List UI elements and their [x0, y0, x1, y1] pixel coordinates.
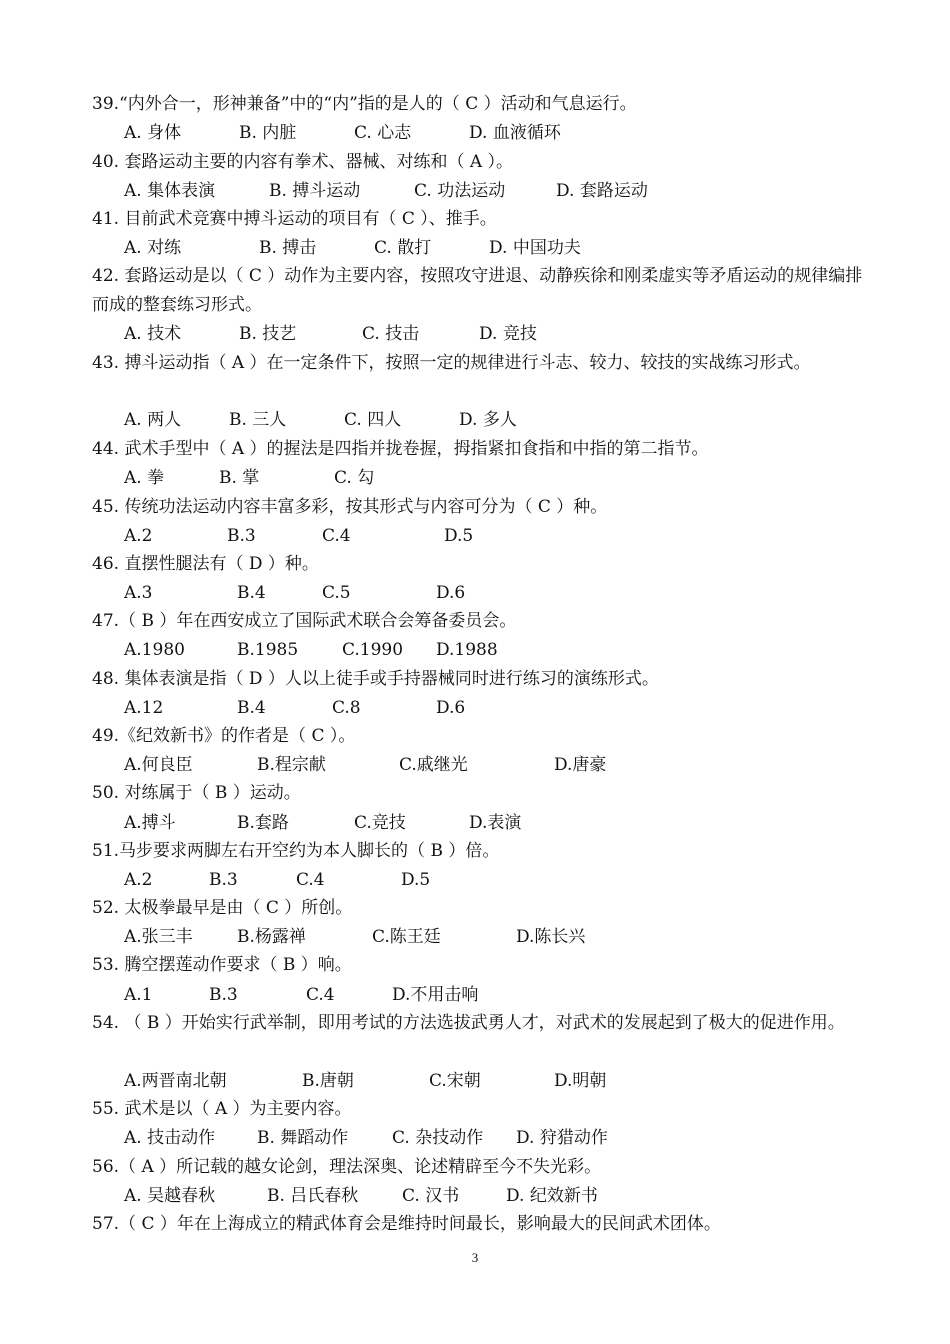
- answer-option: C. 杂技动作: [392, 1128, 484, 1148]
- answer-option: D. 多人: [459, 410, 517, 430]
- answer-option: C. 四人: [344, 410, 402, 430]
- answer-option: B. 技艺: [239, 324, 297, 344]
- answer-option: D.6: [436, 698, 466, 718]
- answer-option: D.不用击响: [392, 985, 479, 1005]
- question-text: 47.（ B ）年在西安成立了国际武术联合会筹备委员会。: [92, 611, 517, 631]
- answer-option: B. 搏击: [259, 238, 317, 258]
- answer-option: B.杨露禅: [237, 927, 306, 947]
- answer-option: D.6: [436, 583, 466, 603]
- question-text: 51.马步要求两脚左右开空约为本人脚长的（ B ）倍。: [92, 841, 500, 861]
- question-text: 55. 武术是以（ A ）为主要内容。: [92, 1099, 352, 1119]
- answer-option: A.3: [124, 583, 153, 603]
- answer-option: C.戚继光: [399, 755, 468, 775]
- question-text: 48. 集体表演是指（ D ）人以上徒手或手持器械同时进行练习的演练形式。: [92, 669, 659, 689]
- answer-option: C.4: [322, 526, 351, 546]
- answer-options: [124, 636, 844, 664]
- answer-option: D.1988: [436, 640, 498, 660]
- answer-option: B. 吕氏春秋: [267, 1186, 359, 1206]
- answer-option: A. 拳: [124, 468, 165, 488]
- answer-option: C. 技击: [362, 324, 420, 344]
- answer-option: B. 舞蹈动作: [257, 1128, 349, 1148]
- answer-option: C. 心志: [354, 123, 412, 143]
- answer-options: [124, 751, 844, 779]
- answer-option: C.4: [306, 985, 335, 1005]
- answer-option: C. 勾: [334, 468, 375, 488]
- answer-option: D. 套路运动: [556, 181, 648, 201]
- answer-option: B.3: [227, 526, 256, 546]
- answer-options: [124, 406, 844, 434]
- answer-option: A.2: [124, 870, 153, 890]
- answer-options: [124, 320, 844, 348]
- answer-option: D. 血液循环: [469, 123, 561, 143]
- answer-option: A. 吴越春秋: [124, 1186, 216, 1206]
- answer-options: [124, 234, 844, 262]
- answer-option: A.1980: [124, 640, 185, 660]
- answer-option: B.套路: [237, 813, 289, 833]
- answer-option: C.陈王廷: [372, 927, 441, 947]
- answer-option: A.12: [124, 698, 164, 718]
- question-text: 41. 目前武术竞赛中搏斗运动的项目有（ C ）、推手。: [92, 209, 497, 229]
- question-text: 49.《纪效新书》的作者是（ C ）。: [92, 726, 356, 746]
- answer-option: D. 狩猎动作: [516, 1128, 608, 1148]
- answer-option: B.1985: [237, 640, 299, 660]
- answer-options: [124, 177, 844, 205]
- answer-option: C.宋朝: [429, 1071, 481, 1091]
- question-text: 46. 直摆性腿法有（ D ）种。: [92, 554, 319, 574]
- answer-option: C. 散打: [374, 238, 432, 258]
- answer-option: D.陈长兴: [516, 927, 586, 947]
- question-text: 42. 套路运动是以（ C ）动作为主要内容，按照攻守进退、动静疾徐和刚柔虚实等矛盾运动的规律编排而成的整套练习形式。: [92, 266, 863, 315]
- answer-option: C. 功法运动: [414, 181, 506, 201]
- question-text: 52. 太极拳最早是由（ C ）所创。: [92, 898, 353, 918]
- answer-option: C.8: [332, 698, 361, 718]
- answer-option: A.张三丰: [124, 927, 193, 947]
- answer-option: D. 中国功夫: [489, 238, 581, 258]
- answer-option: A. 集体表演: [124, 181, 216, 201]
- answer-option: B.4: [237, 583, 266, 603]
- answer-option: A.1: [124, 985, 153, 1005]
- answer-options: [124, 981, 844, 1009]
- answer-option: A. 技击动作: [124, 1128, 216, 1148]
- question-text: 45. 传统功法运动内容丰富多彩，按其形式与内容可分为（ C ）种。: [92, 497, 608, 517]
- question-text: 54. （ B ）开始实行武举制，即用考试的方法选拔武勇人才，对武术的发展起到了极大的促进作用。: [92, 1013, 845, 1033]
- answer-option: A. 技术: [124, 324, 182, 344]
- answer-option: D.明朝: [554, 1071, 607, 1091]
- question-text: 43. 搏斗运动指（ A ）在一定条件下，按照一定的规律进行斗志、较力、较技的实战练习形式。: [92, 353, 811, 373]
- answer-option: B.4: [237, 698, 266, 718]
- answer-options: [124, 694, 844, 722]
- answer-option: D. 纪效新书: [506, 1186, 598, 1206]
- question-text: 57.（ C ）年在上海成立的精武体育会是维持时间最长，影响最大的民间武术团体。: [92, 1214, 721, 1234]
- answer-option: C. 汉书: [402, 1186, 460, 1206]
- answer-option: B. 内脏: [239, 123, 297, 143]
- answer-option: A.两晋南北朝: [124, 1071, 227, 1091]
- answer-option: C.5: [322, 583, 351, 603]
- answer-option: C.4: [296, 870, 325, 890]
- answer-option: B. 掌: [219, 468, 260, 488]
- answer-options: [124, 1067, 844, 1095]
- answer-options: [124, 866, 844, 894]
- answer-options: [124, 522, 844, 550]
- answer-option: D.唐豪: [554, 755, 607, 775]
- answer-option: D.5: [401, 870, 431, 890]
- question-text: 50. 对练属于（ B ）运动。: [92, 783, 301, 803]
- page-number: 3: [471, 1250, 479, 1265]
- answer-option: B. 搏斗运动: [269, 181, 361, 201]
- question-text: 39.“内外合一，形神兼备”中的“内”指的是人的（ C ）活动和气息运行。: [92, 94, 637, 114]
- answer-option: D.表演: [469, 813, 522, 833]
- answer-option: C.竞技: [354, 813, 406, 833]
- answer-option: B.唐朝: [302, 1071, 354, 1091]
- answer-option: A. 两人: [124, 410, 182, 430]
- answer-options: [124, 579, 844, 607]
- answer-options: [124, 923, 844, 951]
- answer-option: A. 对练: [124, 238, 182, 258]
- answer-option: A.搏斗: [124, 813, 176, 833]
- question-text: 44. 武术手型中（ A ）的握法是四指并拢卷握，拇指紧扣食指和中指的第二指节。: [92, 439, 709, 459]
- answer-option: B.程宗献: [257, 755, 326, 775]
- answer-option: B. 三人: [229, 410, 287, 430]
- answer-option: A.何良臣: [124, 755, 193, 775]
- answer-option: A.2: [124, 526, 153, 546]
- question-text: 53. 腾空摆莲动作要求（ B ）响。: [92, 955, 352, 975]
- answer-options: [124, 1182, 844, 1210]
- answer-options: [124, 809, 844, 837]
- answer-option: A. 身体: [124, 123, 182, 143]
- answer-options: [124, 1124, 844, 1152]
- question-text: 56.（ A ）所记载的越女论剑，理法深奥、论述精辟至今不失光彩。: [92, 1157, 602, 1177]
- answer-option: D.5: [444, 526, 474, 546]
- answer-options: [124, 464, 844, 492]
- answer-option: B.3: [209, 985, 238, 1005]
- answer-option: B.3: [209, 870, 238, 890]
- question-text: 40. 套路运动主要的内容有拳术、器械、对练和（ A ）。: [92, 152, 514, 172]
- answer-options: [124, 119, 844, 147]
- answer-option: D. 竞技: [479, 324, 537, 344]
- answer-option: C.1990: [342, 640, 404, 660]
